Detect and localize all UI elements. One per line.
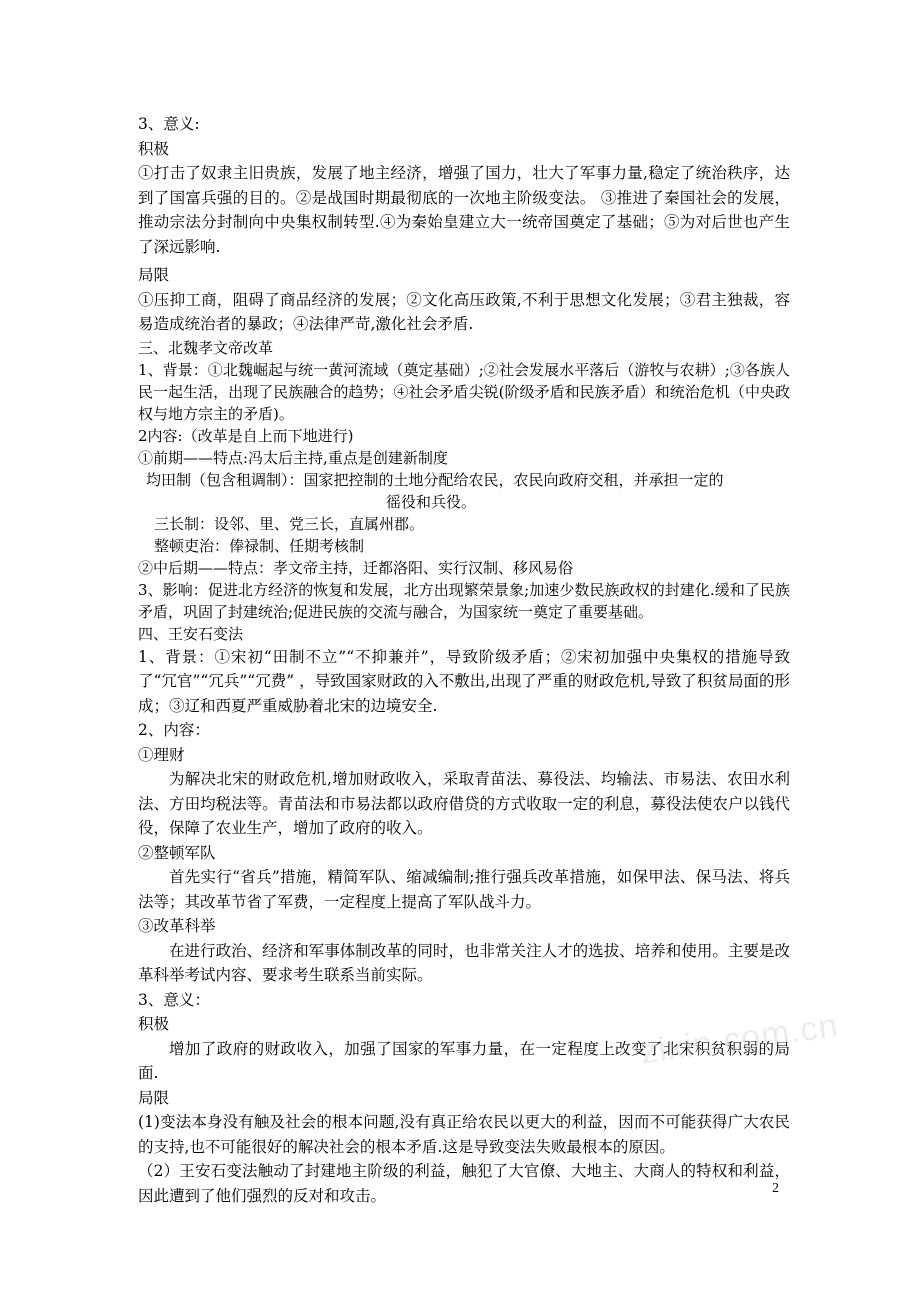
paragraph-limitation-2-1: (1)变法本身没有触及社会的根本问题,没有真正给农民以更大的利益，因而不可能获得广大农民的支持,也不可能很好的解决社会的根本矛盾.这是导致变法失败最根本的原因。: [138, 1113, 790, 1156]
paragraph-equal-field-cont: 徭役和兵役。: [386, 492, 477, 511]
paragraph-military: 首先实行“省兵”措施，精简军队、缩减编制;推行强兵改革措施，如保甲法、保马法、将兵法等；其改革节省了军费，一定程度上提高了军队战斗力。: [138, 868, 790, 911]
paragraph-exam: 在进行政治、经济和军事体制改革的同时，也非常关注人才的选拔、培养和使用。主要是改革科举考试内容、要求考生联系当前实际。: [138, 941, 790, 984]
label-limitation: 局限: [138, 266, 170, 284]
paragraph-finance: 为解决北宋的财政危机,增加财政收入，采取青苗法、募役法、均输法、市易法、农田水利法、方田均税法等。青苗法和市易法都以政府借贷的方式收取一定的利息，募役法使农户以钱代役，保障了农业生产，增加了政府的收入。: [138, 770, 790, 837]
section-heading-wanganshi: 四、王安石变法: [138, 624, 244, 643]
label-positive: 积极: [138, 139, 170, 158]
paragraph-limitation: ①压抑工商，阻碍了商品经济的发展；②文化高压政策,不利于思想文化发展；③君主独裁，容易造成统治者的暴政；④法律严苛,激化社会矛盾.: [138, 290, 790, 333]
paragraph-xiaowen-background: 1、背景：①北魏崛起与统一黄河流域（奠定基础）;②社会发展水平落后（游牧与农耕）;③各族人民一起生活，出现了民族融合的趋势；④社会矛盾尖锐(阶级矛盾和民族矛盾）和统治危机（中央政权与地方宗主的矛盾)。: [138, 360, 790, 423]
paragraph-early-period: ①前期——特点:冯太后主持,重点是创建新制度: [138, 448, 448, 467]
label-military: ②整顿军队: [138, 843, 216, 862]
watermark: zixin.com.cn: [638, 1006, 841, 1072]
paragraph-positive: ①打击了奴隶主旧贵族，发展了地主经济，增强了国力，壮大了军事力量,稳定了统治秩序，达到了国富兵强的目的。②是战国时期最彻底的一次地主阶级变法。 ③推进了秦国社会的发展，推动宗法分封制向中央集权制转型.④为秦始皇建立大一统帝国奠定了基础；⑤为对后世也产生了深远影响.: [138, 164, 790, 256]
label-limitation-2: 局限: [138, 1088, 170, 1107]
label-exam: ③改革科举: [138, 917, 216, 935]
label-positive-2: 积极: [138, 1015, 170, 1033]
heading-significance-2: 3、意义：: [138, 990, 210, 1009]
paragraph-xiaowen-impact: 3、影响：促进北方经济的恢复和发展，北方出现繁荣景象;加速少数民族政权的封建化.缓和了民族矛盾，巩固了封建统治;促进民族的交流与融合，为国家统一奠定了重要基础。: [138, 580, 790, 621]
paragraph-xiaowen-content: 2内容:（改革是自上而下地进行): [138, 426, 354, 445]
paragraph-wanganshi-background: 1、背景：①宋初“田制不立”“不抑兼并”，导致阶级矛盾；②宋初加强中央集权的措施导致了“冗官”“冗兵”“冗费” ，导致国家财政的入不敷出,出现了严重的财政危机,导致了积贫局面的形成；③辽和西夏严重威胁着北宋的边境安全.: [138, 647, 790, 715]
page-number: 2: [772, 1181, 779, 1196]
label-finance: ①理财: [138, 745, 185, 764]
paragraph-limitation-2-2: （2）王安石变法触动了封建地主阶级的利益，触犯了大官僚、大地主、大商人的特权和利益，因此遭到了他们强烈的反对和攻击。: [138, 1162, 790, 1205]
paragraph-wanganshi-content: 2、内容：: [138, 721, 210, 739]
heading-significance: 3、意义:: [138, 115, 200, 133]
paragraph-later-period: ②中后期——特点：孝文帝主持，迁都洛阳、实行汉制、移风易俗: [138, 558, 574, 577]
paragraph-three-chiefs: 三长制：设邻、里、党三长，直属州郡。: [154, 514, 425, 533]
paragraph-equal-field: 均田制（包含租调制）：国家把控制的土地分配给农民，农民向政府交租，并承担一定的: [146, 470, 724, 489]
section-heading-xiaowen: 三、北魏孝文帝改革: [138, 338, 274, 357]
paragraph-positive-2: 增加了政府的财政收入，加强了国家的军事力量，在一定程度上改变了北宋积贫积弱的局面.: [138, 1039, 790, 1082]
paragraph-officials: 整顿吏治：俸禄制、任期考核制: [154, 536, 365, 555]
